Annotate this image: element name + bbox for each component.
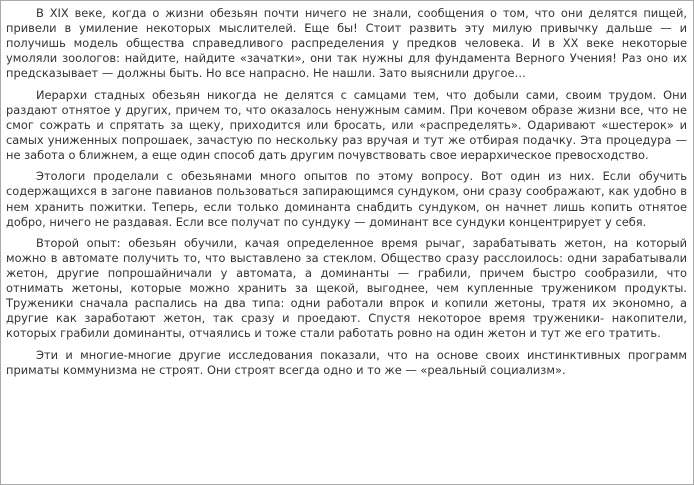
article-text [6,6,687,378]
paragraph-3: Этологи проделали с обезьянами много опытов по этому вопросу. Вот один из них. Если обучить содержащихся в загоне павианов пользоваться запирающимся сундуком, они сразу соображают, как удобно в нем хранить пожитки. Теперь, если только доминанта снабдить сундуком, он начнет лишь копить отнятое добро, ничего не раздавая. Если все получат по сундуку — доминант все сундуки концентрирует у себя. [6,169,687,229]
paragraph-5: Эти и многие-многие другие исследования показали, что на основе своих инстинктивных программ приматы коммунизма не строят. Они строят всегда одно и то же — «реальный социализм». [6,347,687,377]
paragraph-2: Иерархи стадных обезьян никогда не делятся с самцами тем, что добыли сами, своим трудом. Они раздают отнятое у других, причем то, что оказалось ненужным самим. При кочевом образе жизни все, что не смог сожрать и спрятать за щеку, приходится или бросать, или «распределять». Одаривают «шестерок» и самых униженных попрошаек, зачастую по нескольку раз вручая и тут же отбирая подачку. Эта процедура — не забота о ближнем, а еще один способ дать другим почувствовать свое иерархическое превосходство. [6,87,687,163]
paragraph-4: Второй опыт: обезьян обучили, качая определенное время рычаг, зарабатывать жетон, на который можно в автомате получить то, что выставлено за стеклом. Общество сразу расслоилось: одни зарабатывали жетон, другие попрошайничали у автомата, а доминанты — грабили, причем быстро сообразили, что отнимать жетоны, которые можно хранить за щекой, выгоднее, чем купленные тружеником продукты. Труженики сначала распались на два типа: одни работали впрок и копили жетоны, тратя их экономно, а другие как заработают жетон, так сразу и проедают. Спустя некоторое время труженики- накопители, которых грабили доминанты, отчаялись и тоже стали работать ровно на один жетон и тут же его тратить. [6,235,687,341]
paragraph-1: В XIX веке, когда о жизни обезьян почти ничего не знали, сообщения о том, что они делятся пищей, привели в умиление некоторых мыслителей. Еще бы! Стоит развить эту милую привычку дальше — и получишь модель общества справедливого распределения у предков человека. И в XX веке некоторые умоляли зоологов: найдите, найдите «зачатки», они так нужны для фундамента Верного Учения! Раз оно их предсказывает — должны быть. Но все напрасно. Не нашли. Зато выяснили другое… [6,6,687,81]
